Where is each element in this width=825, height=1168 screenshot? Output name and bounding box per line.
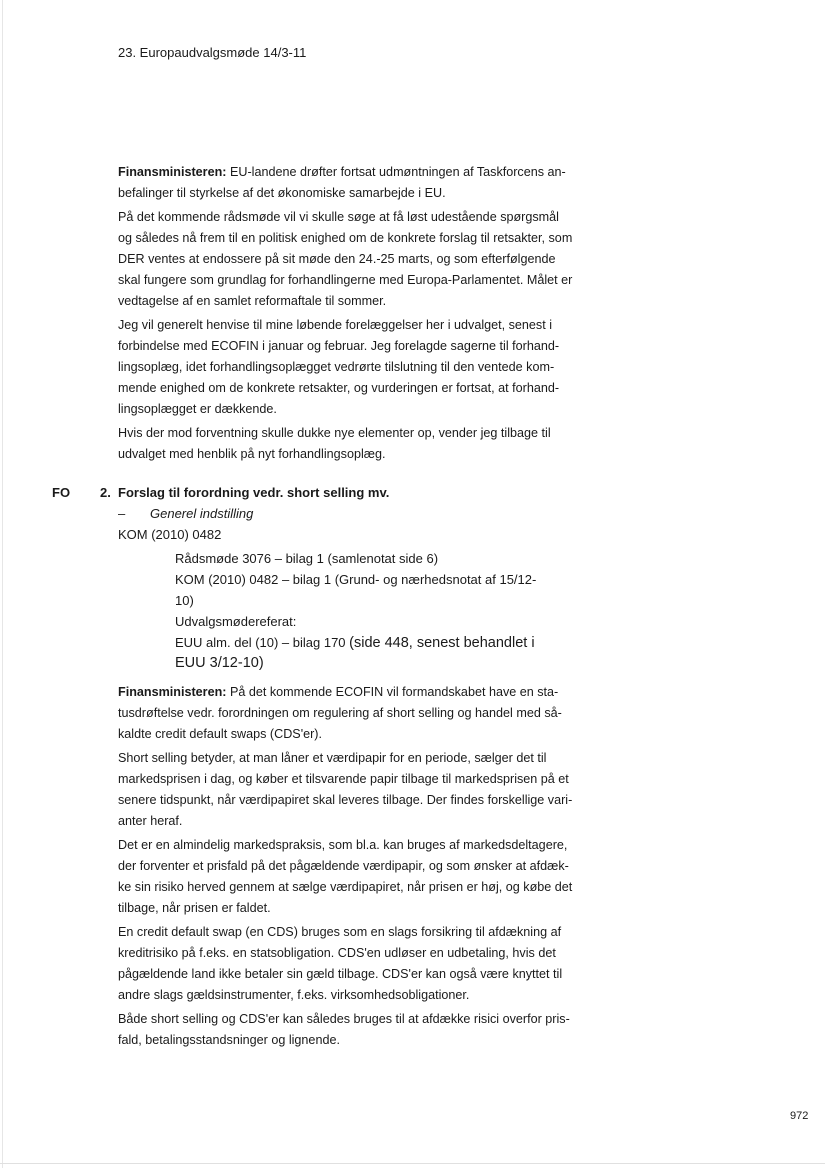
text-line [118,877,572,898]
scan-edge [0,1163,825,1164]
kom-reference: KOM (2010) 0482 [118,527,222,542]
line-text: og således nå frem til en politisk enighed om de konkrete forslag til retsakter, som [118,231,573,245]
paragraph [118,162,572,204]
item-title: Forslag til forordning vedr. short selling mv. [118,485,390,500]
text-line [118,315,572,336]
item-subtitle [118,506,253,521]
text-line [118,291,572,312]
line-text: fald, betalingsstandsninger og lignende. [118,1033,340,1047]
speaker-label: Finansministeren: [118,685,227,699]
line-text: tilbage, når prisen er faldet. [118,901,271,915]
text-line [118,228,572,249]
line-text: På det kommende ECOFIN vil formandskabet have en sta- [226,685,559,699]
section-2 [118,682,572,1054]
reference-line: EUU 3/12-10) [175,655,264,671]
reference-line: Udvalgsmødereferat: [175,614,297,629]
scan-edge [2,0,3,1168]
line-text: mende enighed om de konkrete retsakter, og vurderingen er fortsat, at forhand- [118,381,560,395]
text-line [118,856,572,877]
text-line [118,922,572,943]
dash: – [118,506,126,521]
text-line [118,357,572,378]
paragraph [118,1009,572,1051]
text-line [118,964,572,985]
line-text: anter heraf. [118,814,183,828]
text-line [118,378,572,399]
paragraph [118,835,572,919]
reference-line: Rådsmøde 3076 – bilag 1 (samlenotat side 6) [175,551,439,566]
text-line [118,423,572,444]
text-line [118,703,572,724]
paragraph [118,748,572,832]
line-text: Både short selling og CDS'er kan således bruges til at afdække risici overfor pris- [118,1012,570,1026]
line-text: DER ventes at endossere på sit møde den 24.-25 marts, og som efterfølgende [118,252,556,266]
text-line [118,1009,572,1030]
line-text: markedsprisen i dag, og køber et tilsvarende papir tilbage til markedsprisen på et [118,772,569,786]
text-line [118,811,572,832]
text-line [118,682,572,703]
text-line [118,985,572,1006]
line-text: kreditrisiko på f.eks. en statsobligation. CDS'en udløser en udbetaling, hvis det [118,946,556,960]
text-line [118,399,572,420]
line-text: der forventer et prisfald på det pågældende værdipapir, og som ønsker at afdæk- [118,859,569,873]
text-line [118,249,572,270]
text-line [118,183,572,204]
reference-part: (side 448, senest behandlet i [349,635,535,651]
line-text: udvalget med henblik på nyt forhandlingsoplæg. [118,447,386,461]
line-text: Jeg vil generelt henvise til mine løbende forelæggelser her i udvalget, senest i [118,318,553,332]
line-text: Hvis der mod forventning skulle dukke nye elementer op, vender jeg tilbage til [118,426,551,440]
text-line [118,724,572,745]
line-text: Short selling betyder, at man låner et værdipapir for en periode, sælger det til [118,751,547,765]
paragraph [118,423,572,465]
line-text: befalinger til styrkelse af det økonomiske samarbejde i EU. [118,186,446,200]
text-line [118,270,572,291]
reference-line: 10) [175,593,194,608]
reference-line: KOM (2010) 0482 – bilag 1 (Grund- og nærhedsnotat af 15/12- [175,572,537,587]
reference-line [175,632,536,653]
line-text: vedtagelse af en samlet reformaftale til sommer. [118,294,387,308]
text-line [118,769,572,790]
fo-marker: FO [52,485,71,500]
line-text: lingsoplægget er dækkende. [118,402,277,416]
page-header: 23. Europaudvalgsmøde 14/3-11 [118,45,307,60]
line-text: kaldte credit default swaps (CDS'er). [118,727,322,741]
line-text: En credit default swap (en CDS) bruges som en slags forsikring til afdækning af [118,925,562,939]
line-text: EU-landene drøfter fortsat udmøntningen af Taskforcens an- [226,165,566,179]
line-text: ke sin risiko herved gennem at sælge værdipapiret, når prisen er høj, og købe det [118,880,573,894]
line-text: tusdrøftelse vedr. forordningen om regulering af short selling og handel med så- [118,706,562,720]
paragraph [118,682,572,745]
page-number: 972 [790,1110,809,1122]
subtitle-text: Generel indstilling [150,506,254,521]
text-line [118,162,572,183]
text-line [118,835,572,856]
line-text: Det er en almindelig markedspraksis, som bl.a. kan bruges af markedsdeltagere, [118,838,568,852]
text-line [118,898,572,919]
text-line [118,748,572,769]
text-line [118,943,572,964]
paragraph [118,315,572,420]
references [175,548,536,674]
text-line [118,790,572,811]
text-line [118,336,572,357]
item-number: 2. [100,485,111,500]
line-text: andre slags gældsinstrumenter, f.eks. virksomhedsobligationer. [118,988,470,1002]
line-text: senere tidspunkt, når værdipapiret skal leveres tilbage. Der findes forskellige vari- [118,793,573,807]
paragraph [118,207,572,312]
line-text: På det kommende rådsmøde vil vi skulle søge at få løst udestående spørgsmål [118,210,559,224]
line-text: skal fungere som grundlag for forhandlingerne med Europa-Parlamentet. Målet er [118,273,573,287]
section-1 [118,162,572,468]
reference-part: EUU alm. del (10) – bilag 170 [175,635,350,650]
text-line [118,1030,572,1051]
text-line [118,207,572,228]
paragraph [118,922,572,1006]
text-line [118,444,572,465]
line-text: pågældende land ikke betaler sin gæld tilbage. CDS'er kan også være knyttet til [118,967,563,981]
speaker-label: Finansministeren: [118,165,227,179]
line-text: lingsoplæg, idet forhandlingsoplægget vedrørte tilslutning til den ventede kom- [118,360,555,374]
line-text: forbindelse med ECOFIN i januar og februar. Jeg forelagde sagerne til forhand- [118,339,560,353]
